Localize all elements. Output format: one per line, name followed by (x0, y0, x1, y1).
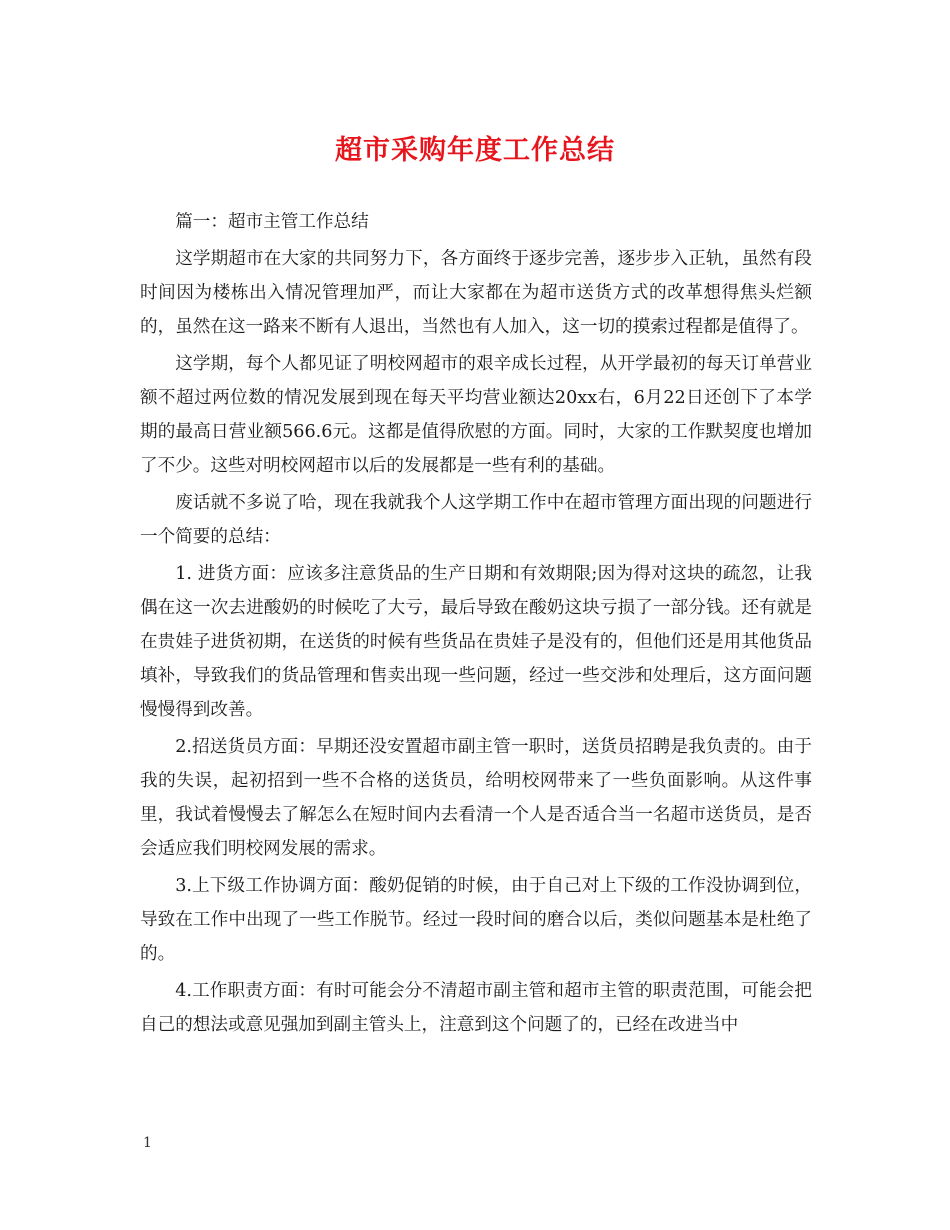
page-number: 1 (143, 1135, 152, 1151)
paragraph: 废话就不多说了哈，现在我就我个人这学期工作中在超市管理方面出现的问题进行一个简要的总结： (140, 493, 812, 547)
paragraph: 4.工作职责方面：有时可能会分不清超市副主管和超市主管的职责范围，可能会把自己的想法或意见强加到副主管头上，注意到这个问题了的，已经在改进当中 (140, 981, 812, 1035)
document-body (140, 205, 812, 1042)
paragraph: 2.招送货员方面：早期还没安置超市副主管一职时，送货员招聘是我负责的。由于我的失误，起初招到一些不合格的送货员，给明校网带来了一些负面影响。从这件事里，我试着慢慢去了解怎么在短时间内去看清一个人是否适合当一名超市送货员，是否会适应我们明校网发展的需求。 (140, 737, 812, 859)
paragraph: 3.上下级工作协调方面：酸奶促销的时候，由于自己对上下级的工作没协调到位，导致在工作中出现了一些工作脱节。经过一段时间的磨合以后，类似问题基本是杜绝了的。 (140, 876, 812, 964)
paragraph: 这学期超市在大家的共同努力下，各方面终于逐步完善，逐步步入正轨，虽然有段时间因为楼栋出入情况管理加严，而让大家都在为超市送货方式的改革想得焦头烂额的，虽然在这一路来不断有人退出，当然也有人加入，这一切的摸索过程都是值得了。 (140, 249, 812, 337)
paragraph: 1. 进货方面：应该多注意货品的生产日期和有效期限;因为得对这块的疏忽，让我偶在这一次去进酸奶的时候吃了大亏，最后导致在酸奶这块亏损了一部分钱。还有就是在贵娃子进货初期，在送货的时候有些货品在贵娃子是没有的，但他们还是用其他货品填补，导致我们的货品管理和售卖出现一些问题，经过一些交涉和处理后，这方面问题慢慢得到改善。 (140, 564, 812, 720)
section-heading: 篇一：超市主管工作总结 (175, 212, 369, 232)
paragraph: 这学期，每个人都见证了明校网超市的艰辛成长过程，从开学最初的每天订单营业额不超过两位数的情况发展到现在每天平均营业额达20xx右，6月22日还创下了本学期的最高日营业额566.6元。这都是值得欣慰的方面。同时，大家的工作默契度也增加了不少。这些对明校网超市以后的发展都是一些有利的基础。 (140, 354, 812, 476)
document-title: 超市采购年度工作总结 (335, 135, 615, 166)
